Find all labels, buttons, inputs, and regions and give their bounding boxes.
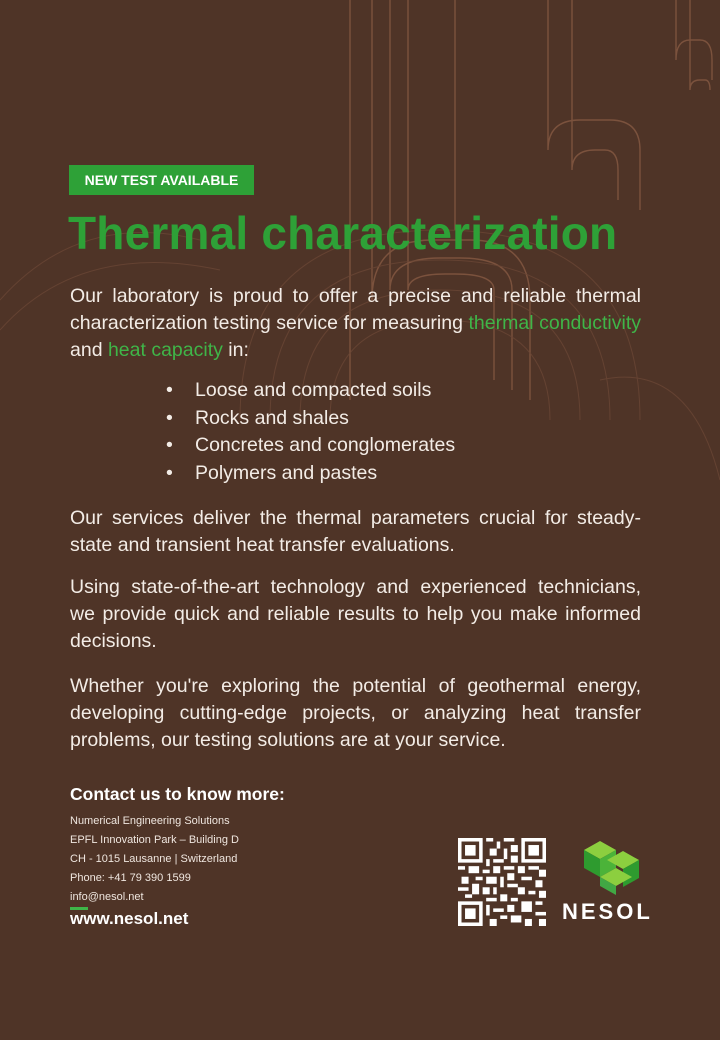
heat-capacity-highlight: heat capacity xyxy=(107,339,223,361)
list-item: • Loose and compacted soils xyxy=(166,377,455,405)
green-cubes-logo-icon xyxy=(580,836,642,896)
intro-paragraph xyxy=(70,283,641,364)
intro-text-1: Our laboratory is proud to offer a precise and reliable thermal characterization testing service for measuring xyxy=(70,285,641,334)
nesol-logo-text: NESOL xyxy=(562,899,653,924)
list-item: • Polymers and pastes xyxy=(166,460,455,488)
website-link[interactable]: www.nesol.net xyxy=(70,909,189,928)
address-line-2: CH - 1015 Lausanne | Switzerland xyxy=(70,853,238,865)
materials-list xyxy=(166,377,455,487)
thermal-conductivity-highlight: thermal conductivity xyxy=(468,312,641,334)
new-test-badge: NEW TEST AVAILABLE xyxy=(69,165,254,195)
services-paragraph: Our services deliver the thermal parameters crucial for steady-state and transient heat transfer evaluations. xyxy=(70,507,641,556)
list-item: • Concretes and conglomerates xyxy=(166,432,455,460)
company-name: Numerical Engineering Solutions xyxy=(70,815,230,827)
contact-details xyxy=(70,812,239,907)
intro-text-3: in: xyxy=(222,339,249,361)
address-line-1: EPFL Innovation Park – Building D xyxy=(70,834,239,846)
page-title: Thermal characterization xyxy=(68,207,618,259)
list-item: • Rocks and shales xyxy=(166,405,455,433)
email-link[interactable]: info@nesol.net xyxy=(70,891,144,903)
technology-paragraph: Using state-of-the-art technology and experienced technicians, we provide quick and reliable results to help you make informed decisions. xyxy=(70,576,641,652)
intro-text-2: and xyxy=(70,339,108,361)
qr-code-icon[interactable] xyxy=(458,838,546,926)
phone-number: Phone: +41 79 390 1599 xyxy=(70,872,191,884)
closing-paragraph: Whether you're exploring the potential of geothermal energy, developing cutting-edge projects, or analyzing heat transfer problems, our testing solutions are at your service. xyxy=(70,675,641,751)
contact-heading: Contact us to know more: xyxy=(70,784,285,804)
